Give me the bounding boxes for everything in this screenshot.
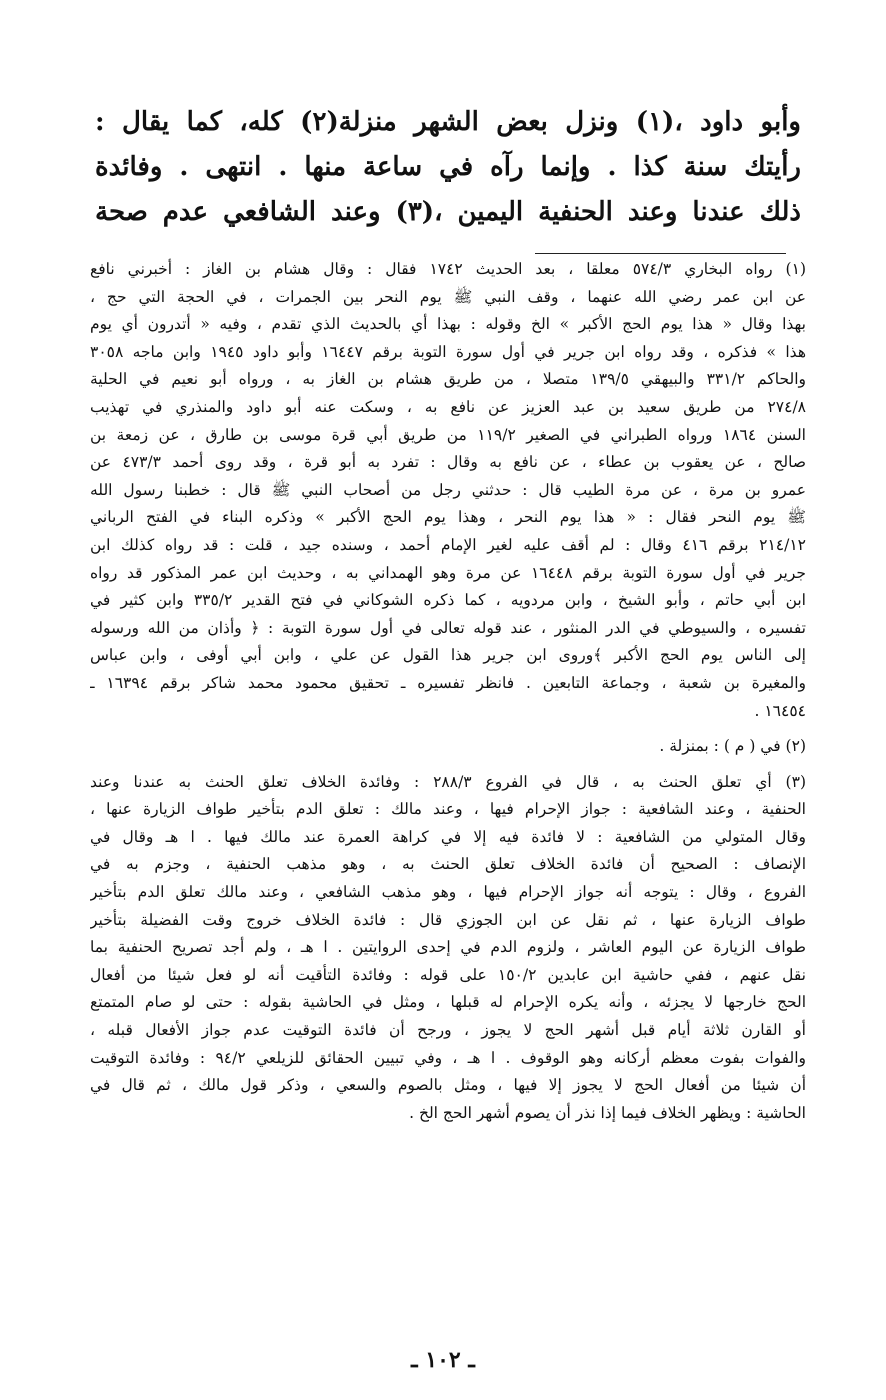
footnote-line: والفوات بفوت معظم أركانه وهو الوقوف . ا هـ ، وفي تبيين الحقائق للزيلعي ٩٤/٢ : وفائدة التوقيت [90, 1048, 806, 1067]
footnote-line: الحنفية ، وعند الشافعية : جواز الإحرام فيها ، وعند مالك : تعلق الدم بتأخير طواف الزيارة عنها ، [90, 800, 806, 819]
main-text-line: رأيتك سنة كذا . وإنما رآه في ساعة منها . انتهى . وفائدة [95, 152, 801, 182]
footnote-line: بهذا وقال « هذا يوم الحج الأكبر » الخ وقوله : بهذا أي بالحديث الذي تقدم ، وفيه « أتدرون أي يوم [90, 315, 806, 334]
footnote-line: طواف الزيارة عن اليوم العاشر ، ولزوم الدم في إحدى الروايتين . ا هـ ، ولم أجد تصريح الحنفية بما [90, 938, 806, 957]
footnote-line: (١) رواه البخاري ٥٧٤/٣ معلقا ، بعد الحديث ١٧٤٢ فقال : وقال هشام بن الغاز : أخبرني نافع [90, 260, 806, 278]
footnote-3 [90, 769, 806, 1128]
footnote-line: ﷺ يوم النحر فقال : « هذا يوم النحر ، وهذا يوم الحج الأكبر » وذكره البناء في الفتح الرباني [90, 508, 806, 527]
page-number: ـ ١٠٢ ـ [411, 1347, 475, 1373]
footnote-line: طواف الزيارة عنها ، ثم نقل عن ابن الجوزي قال : فائدة الخلاف خروج وقت الفضيلة بتأخير [90, 910, 806, 929]
footnote-line: ١٦٤٥٤ . [754, 701, 806, 720]
main-text-line: ذلك عندنا وعند الحنفية اليمين ،(٣) وعند الشافعي عدم صحة [95, 197, 801, 227]
footnote-line: (٣) أي تعلق الحنث به ، قال في الفروع ٢٨٨/٣ : وفائدة الخلاف تعلق الحنث به عندنا وعند [90, 772, 806, 791]
footnote-1 [90, 256, 806, 725]
footnote-line: أو القارن ثلاثة أيام قبل أشهر الحج لا يجوز ، ورجح أن فائدة التوقيت عدم جواز الأفعال قبله ، [90, 1021, 806, 1040]
footnote-line: ٢٧٤/٨ من طريق سعيد بن عبد العزيز عن نافع به ، وسكت عنه أبو داود والمنذري في تهذيب [90, 397, 806, 416]
footnote-line: الحج خارجها لا يجزئه ، وأنه يكره الإحرام له قبلها ، ومثل في الحاشية بقوله : حتى لو صام المتمتع [90, 993, 806, 1012]
footnote-line: إلى الناس يوم الحج الأكبر ﴾وروى ابن جرير هذا القول عن علي ، وابن أبي أوفى ، وابن عباس [90, 646, 806, 665]
footnote-line: صالح ، عن يعقوب بن عطاء ، عن نافع به وقال : تفرد به أبو قرة ، وقد روى أحمد ٤٧٣/٣ عن [90, 453, 806, 472]
footnote-line: عن ابن عمر رضي الله عنهما ، وقف النبي ﷺ يوم النحر بين الجمرات ، في الحجة التي حج ، [90, 287, 806, 306]
footnote-line: ٢١٤/١٢ برقم ٤١٦ وقال : لم أقف عليه لغير الإمام أحمد ، وسنده جيد ، قلت : قد رواه كذلك ابن [90, 535, 806, 554]
footnote-line: عمرو بن مرة ، عن مرة الطيب قال : حدثني رجل من أصحاب النبي ﷺ قال : خطبنا رسول الله [90, 480, 806, 499]
footnote-separator [535, 253, 786, 254]
footnote-line: هذا » فذكره ، وقد رواه ابن جرير في أول سورة التوبة برقم ١٦٤٤٧ وأبو داود ١٩٤٥ وابن ماجه ٣٠٥٨ [90, 342, 806, 361]
footnote-line: الإنصاف : الصحيح أن فائدة الخلاف تعلق الحنث به ، وهو مذهب الحنفية ، وجزم به في [90, 855, 806, 874]
footnote-line: أن شيئا من أفعال الحج لا يجوز إلا فيها ، ومثل بالصوم والسعي ، وذكر قول مالك ، ثم قال في [90, 1076, 806, 1095]
footnote-line: الفروع ، وقال : يتوجه أنه جواز الإحرام فيها ، وهو مذهب الشافعي ، وعند مالك تعلق الدم بتأخير [90, 883, 806, 902]
footnote-line: السنن ١٨٦٤ ورواه الطبراني في الصغير ١١٩/٢ من طريق أبي قرة موسى بن طارق ، عن زمعة بن [90, 425, 806, 444]
footnote-line: الحاشية : ويظهر الخلاف فيما إذا نذر أن يصوم أشهر الحج الخ . [409, 1103, 806, 1122]
footnote-2 [90, 733, 806, 761]
footnotes [90, 256, 806, 1135]
footnote-line: نقل عنهم ، ففي حاشية ابن عابدين ١٥٠/٢ على قوله : وفائدة التأقيت أنه لو فعل شيئا من أفعال [90, 965, 806, 984]
footnote-line: (٢) في ( م ) : بمنزلة . [659, 737, 806, 756]
footnote-line: والحاكم ٣٣١/٢ والبيهقي ١٣٩/٥ متصلا ، من طريق هشام بن الغاز به ، ورواه أبو نعيم في الحلية [90, 370, 806, 389]
footnote-line: ابن أبي حاتم ، وأبو الشيخ ، وابن مردويه ، كما ذكره الشوكاني في فتح القدير ٣٣٥/٢ وابن كثير في [90, 591, 806, 610]
footnote-line: وقال المتولي من الشافعية : لا فائدة فيه إلا في كراهة العمرة عند مالك فيها . ا هـ وقال في [90, 827, 806, 846]
footnote-line: جرير في أول سورة التوبة برقم ١٦٤٤٨ عن مرة وهو الهمداني به ، وحديث ابن عمر المذكور قد رواه [90, 563, 806, 582]
footnote-line: والمغيرة بن شعبة ، وجماعة التابعين . فانظر تفسيره ـ تحقيق محمود محمد شاكر برقم ١٦٣٩٤ ـ [90, 673, 806, 692]
footnote-line: تفسيره ، والسيوطي في الدر المنثور ، عند قوله تعالى في أول سورة التوبة : ﴿ وأذان من الله ورسوله [90, 618, 806, 637]
main-text-line: وأبو داود ،(١) ونزل بعض الشهر منزلة(٢) كله، كما يقال : [95, 107, 801, 137]
main-text [95, 100, 801, 235]
